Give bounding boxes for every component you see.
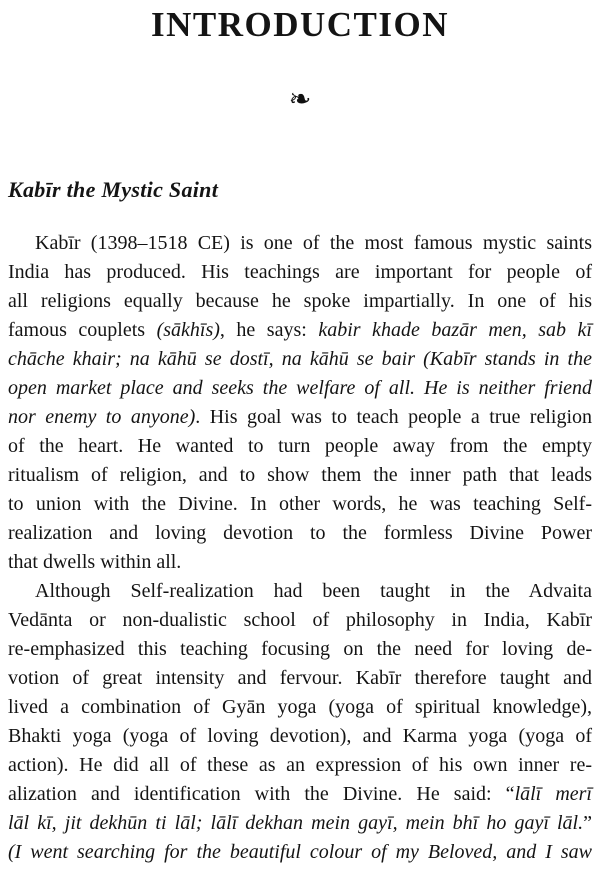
text-line	[8, 432, 592, 461]
page-title: INTRODUCTION	[150, 5, 450, 44]
text-line	[8, 403, 592, 432]
text-line	[8, 751, 592, 780]
text-line	[8, 838, 592, 867]
book-page	[0, 6, 600, 867]
paragraph	[8, 577, 592, 867]
italic-text-run: nor enemy to anyone)	[8, 406, 196, 428]
text-line	[8, 722, 592, 751]
text-run: Kabīr (1398–1518 CE) is one of the most famous mystic saints	[35, 232, 592, 254]
text-run: all religions equally because he spoke impartially. In one of his	[8, 290, 592, 312]
text-line	[8, 548, 592, 577]
text-line	[8, 258, 592, 287]
italic-text-run: lāl kī, jit dekhūn ti lāl; lālī dekhan mein gayī, mein bhī ho gayī lāl.	[8, 812, 584, 834]
text-run: ritualism of religion, and to show them the inner path that leads	[8, 464, 592, 486]
text-run: famous couplets	[8, 319, 157, 341]
text-line	[8, 461, 592, 490]
text-run: , he says:	[219, 319, 319, 341]
text-run: action). He did all of these as an expression of his own inner re-	[8, 754, 592, 776]
text-line	[8, 635, 592, 664]
text-line	[8, 809, 592, 838]
text-run: that dwells within all.	[8, 551, 182, 573]
text-run: . His goal was to teach people a true religion	[195, 406, 592, 428]
italic-text-run: open market place and seeks the welfare of all. He is neither friend	[8, 377, 592, 399]
text-line	[8, 374, 592, 403]
text-line	[8, 519, 592, 548]
italic-text-run: kabir khade bazār men, sab kī	[318, 319, 592, 341]
text-run: lived a combination of Gyān yoga (yoga of spiritual knowledge),	[8, 696, 592, 718]
text-line	[8, 316, 592, 345]
text-run: ”	[583, 812, 592, 834]
text-run: Vedānta or non-dualistic school of philosophy in India, Kabīr	[8, 609, 592, 631]
text-run: of the heart. He wanted to turn people away from the empty	[8, 435, 592, 457]
text-line	[8, 490, 592, 519]
text-run: India has produced. His teachings are important for people of	[8, 261, 592, 283]
section-heading: Kabīr the Mystic Saint	[8, 177, 219, 202]
text-line	[8, 693, 592, 722]
text-run: alization and identification with the Divine. He said: “	[8, 783, 515, 805]
text-run: re-emphasized this teaching focusing on the need for loving de-	[8, 638, 592, 660]
text-run: to union with the Divine. In other words, he was teaching Self-	[8, 493, 592, 515]
text-line	[8, 229, 592, 258]
text-line	[8, 780, 592, 809]
text-line	[8, 606, 592, 635]
page-body	[8, 229, 592, 867]
text-run: realization and loving devotion to the formless Divine Power	[8, 522, 592, 544]
text-line	[8, 287, 592, 316]
text-run: Although Self-realization had been taught in the Advaita	[35, 580, 592, 602]
italic-text-run: (sākhīs)	[156, 319, 220, 341]
hedera-leaf-icon: ❧	[288, 84, 312, 114]
text-line	[8, 345, 592, 374]
italic-text-run: chāche khair; na kāhū se dostī, na kāhū se bair (Kabīr stands in the	[8, 348, 592, 370]
paragraph	[8, 229, 592, 577]
text-line	[8, 664, 592, 693]
text-run: votion of great intensity and fervour. Kabīr therefore taught and	[8, 667, 592, 689]
italic-text-run: (I went searching for the beautiful colour of my Beloved, and I saw	[8, 841, 592, 863]
text-run: Bhakti yoga (yoga of loving devotion), and Karma yoga (yoga of	[8, 725, 592, 747]
italic-text-run: lālī merī	[514, 783, 592, 805]
text-line	[8, 577, 592, 606]
